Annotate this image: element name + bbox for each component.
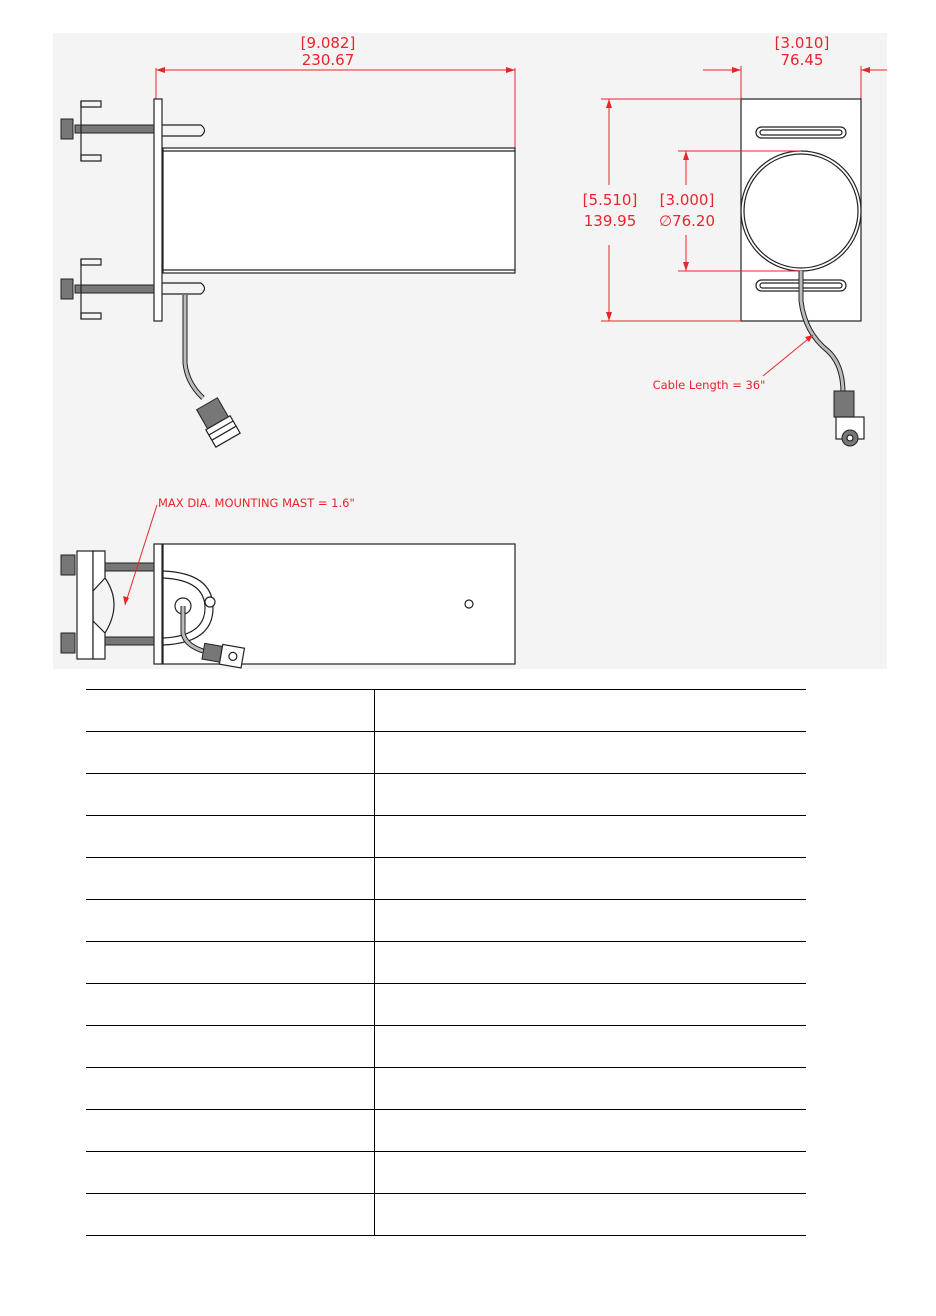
table-row bbox=[86, 984, 806, 1026]
height-dim-mm: 139.95 bbox=[583, 212, 637, 230]
table-row bbox=[86, 1068, 806, 1110]
table-cell-value bbox=[375, 900, 807, 942]
table-cell-value bbox=[375, 1152, 807, 1194]
table-row bbox=[86, 774, 806, 816]
table-cell-label bbox=[86, 732, 375, 774]
table-cell-value bbox=[375, 858, 807, 900]
front-view bbox=[583, 34, 887, 446]
spec-table bbox=[86, 689, 806, 1236]
table-row bbox=[86, 816, 806, 858]
technical-drawing bbox=[53, 33, 887, 669]
table-cell-label bbox=[86, 984, 375, 1026]
table-cell-value bbox=[375, 732, 807, 774]
width-dim-mm: 76.45 bbox=[780, 51, 824, 69]
length-dim-inches: [9.082] bbox=[300, 34, 356, 52]
table-cell-label bbox=[86, 816, 375, 858]
length-dim-mm: 230.67 bbox=[301, 51, 355, 69]
table-cell-label bbox=[86, 1068, 375, 1110]
table-cell-label bbox=[86, 690, 375, 732]
table-cell-value bbox=[375, 816, 807, 858]
top-view bbox=[61, 496, 515, 668]
diameter-dim-inches: [3.000] bbox=[659, 191, 715, 209]
table-row bbox=[86, 942, 806, 984]
height-dim-inches: [5.510] bbox=[582, 191, 638, 209]
table-cell-label bbox=[86, 1194, 375, 1236]
table-cell-label bbox=[86, 1110, 375, 1152]
mast-diameter-note: MAX DIA. MOUNTING MAST = 1.6" bbox=[158, 496, 355, 510]
side-view bbox=[61, 34, 515, 447]
table-cell-label bbox=[86, 1026, 375, 1068]
diameter-dim-mm: ∅76.20 bbox=[658, 212, 716, 230]
table-cell-label bbox=[86, 774, 375, 816]
table-cell-value bbox=[375, 984, 807, 1026]
table-cell-value bbox=[375, 1110, 807, 1152]
table-row bbox=[86, 900, 806, 942]
table-row bbox=[86, 858, 806, 900]
table-cell-label bbox=[86, 900, 375, 942]
table-cell-label bbox=[86, 858, 375, 900]
table-cell-value bbox=[375, 1194, 807, 1236]
table-cell-value bbox=[375, 1026, 807, 1068]
table-row bbox=[86, 1152, 806, 1194]
table-row bbox=[86, 690, 806, 732]
table-row bbox=[86, 1110, 806, 1152]
width-dim-inches: [3.010] bbox=[774, 34, 830, 52]
table-cell-value bbox=[375, 942, 807, 984]
table-cell-value bbox=[375, 690, 807, 732]
table-row bbox=[86, 1194, 806, 1236]
table-row bbox=[86, 1026, 806, 1068]
table-cell-label bbox=[86, 942, 375, 984]
table-cell-value bbox=[375, 774, 807, 816]
cable-length-note: Cable Length = 36" bbox=[652, 378, 766, 392]
table-cell-label bbox=[86, 1152, 375, 1194]
table-row bbox=[86, 732, 806, 774]
table-cell-value bbox=[375, 1068, 807, 1110]
